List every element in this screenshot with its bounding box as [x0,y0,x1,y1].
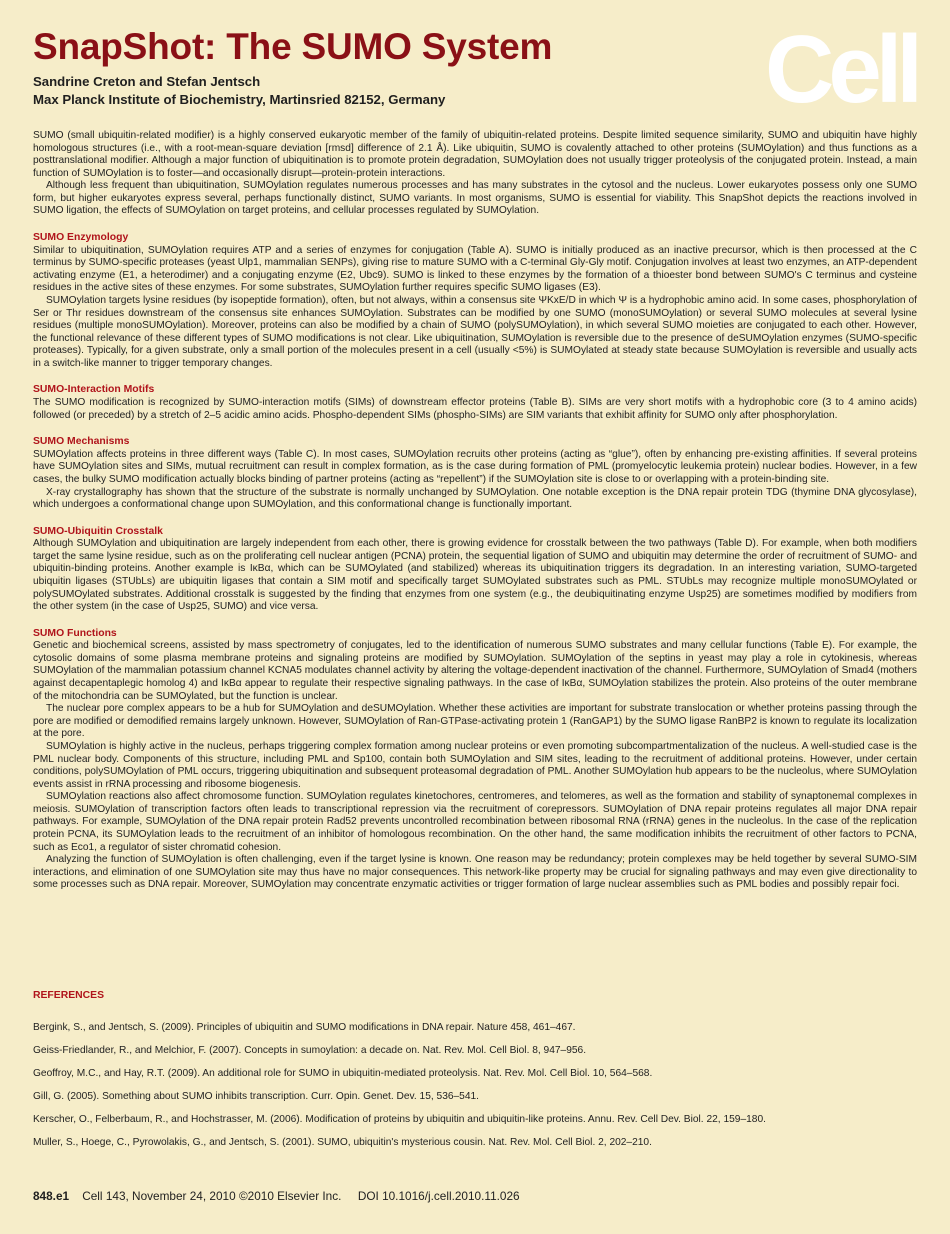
logo-text: Cell [765,16,918,114]
reference-item: Geoffroy, M.C., and Hay, R.T. (2009). An additional role for SUMO in ubiquitin-mediated proteolysis. Nat. Rev. Mol. Cell Biol. 10, 564–568. [33,1068,653,1080]
intro-paragraph: SUMO (small ubiquitin-related modifier) is a highly conserved eukaryotic member of the family of ubiquitin-related proteins. Despite limited sequence similarity, SUMO and ubiquitin have highly homologous structures (i.e., with a root-mean-square deviation [rmsd] difference of 2.1 Å). Like ubiquitin, SUMO is covalently attached to other proteins (SUMOylation) and thus functions as a posttranslational modifier. Although a major function of ubiquitination is to promote protein degradation, SUMOylation does not usually trigger proteolysis of the conjugated protein. Instead, a main function of SUMOylation is to foster—and occasionally disrupt—protein-protein interactions. [33,130,917,179]
affiliation: Max Planck Institute of Biochemistry, Martinsried 82152, Germany [33,92,446,107]
section-paragraph: X-ray crystallography has shown that the structure of the substrate is normally unchanged by SUMOylation. One notable exception is the DNA repair protein TDG (thymine DNA glycosylase), which undergoes a conformational change upon SUMOylation, and this conformational change is functionally important. [33,486,917,511]
article-body [33,130,917,892]
references-list [33,1022,917,1161]
reference-item: Muller, S., Hoege, C., Pyrowolakis, G., and Jentsch, S. (2001). SUMO, ubiquitin's mysterious cousin. Nat. Rev. Mol. Cell Biol. 2, 202–210. [33,1137,652,1149]
section-paragraph: SUMOylation is highly active in the nucleus, perhaps triggering complex formation among nuclear proteins or even promoting subcompartmentalization of the nucleus. A well-studied case is the PML nuclear body. Components of this structure, including PML and Sp100, contain both SUMOylation and SIM sites, leading to the recruitment of additional proteins. However, under certain conditions, polySUMOylation of PML occurs, triggering ubiquitination and subsequent proteasomal degradation of PML. Another SUMOylation hub appears to be the nucleolus, where SUMOylation events assist in rRNA processing and ribosome biogenesis. [33,740,917,790]
section-heading-interaction-motifs: SUMO-Interaction Motifs [33,384,155,396]
section-heading-mechanisms: SUMO Mechanisms [33,436,130,448]
section-paragraph: The SUMO modification is recognized by SUMO-interaction motifs (SIMs) of downstream effector proteins (Table B). SIMs are very short motifs with a hydrophobic core (3 to 4 amino acids) followed (or preceded) by a stretch of 2–5 acidic amino acids. Phospho-dependent SIMs (phospho-SIMs) are SIM variants that exhibit affinity for SUMO only after phosphorylation. [33,397,917,421]
intro-paragraph: Although less frequent than ubiquitination, SUMOylation regulates numerous processes and has many substrates in the cytosol and the nucleus. Lower eukaryotes possess only one SUMO form, but higher eukaryotes express several, perhaps functionally distinct, SUMO variants. In most organisms, SUMO is essential for viability. This SnapShot depicts the reactions involved in SUMO ligation, the effects of SUMOylation on target proteins, and cellular processes regulated by SUMOylation. [33,180,917,217]
reference-item: Bergink, S., and Jentsch, S. (2009). Principles of ubiquitin and SUMO modifications in DNA repair. Nature 458, 461–467. [33,1022,576,1033]
reference-item: Kerscher, O., Felberbaum, R., and Hochstrasser, M. (2006). Modification of proteins by ubiquitin and ubiquitin-like proteins. Annu. Rev. Cell Dev. Biol. 22, 159–180. [33,1114,766,1126]
section-heading-enzymology: SUMO Enzymology [33,232,129,244]
doi: DOI 10.1016/j.cell.2010.11.026 [357,1189,520,1203]
section-paragraph: The nuclear pore complex appears to be a hub for SUMOylation and deSUMOylation. Whether these activities are important for substrate translocation or whether proteins passing through the pore are modified or demodified remains largely unknown. However, SUMOylation of Ran-GTPase-activating protein 1 (RanGAP1) by the SUMO ligase RanBP2 is known to regulate its localization at the pore. [33,703,917,740]
reference-item: Gill, G. (2005). Something about SUMO inhibits transcription. Curr. Opin. Genet. Dev. 15, 536–541. [33,1091,480,1103]
page-footer [33,1189,520,1203]
journal-citation: Cell 143, November 24, 2010 ©2010 Elsevier Inc. [82,1189,342,1203]
authors: Sandrine Creton and Stefan Jentsch [33,74,261,89]
section-paragraph: Analyzing the function of SUMOylation is often challenging, even if the target lysine is known. One reason may be redundancy; protein complexes may be held together by several SUMO-SIM interactions, and elimination of one SUMOylation site may thus have no major consequences. This network-like property may be crucial for signaling pathways and may even give directionality to some processes such as DNA repair. Moreover, SUMOylation may concentrate enzymatic activities or trigger formation of large nuclear assemblies such as PML bodies and possibly repair foci. [33,854,917,891]
section-heading-crosstalk: SUMO-Ubiquitin Crosstalk [33,525,163,537]
section-paragraph: SUMOylation affects proteins in three different ways (Table C). In most cases, SUMOylation recruits other proteins (acting as “glue”), often by enhancing pre-existing affinities. If several proteins have SUMOylation sites and SIMs, mutual recruitment can result in complex formation, as is the case during formation of PML (promyelocytic leukemia protein) nuclear bodies. However, in a few cases, the bulky SUMO modification actually blocks binding of partner proteins (acting as “repellent”) if the SUMOylation site is close to or overlapping with a protein-binding site. [33,448,917,485]
section-paragraph: Genetic and biochemical screens, assisted by mass spectrometry of conjugates, led to the identification of numerous SUMO substrates and many cellular functions (Table E). For example, the cytosolic domains of some plasma membrane proteins and signaling proteins are modified by SUMOylation. SUMOylation of the septins in yeast may play a role in cytokinesis, whereas SUMOylation of the mammalian potassium channel KCNA5 modulates channel activity by altering the voltage-dependent inactivation of the channel. Furthermore, SUMOylation of Smad4 (mothers against decapentaplegic homolog 4) and IκBα appear to regulate their respective signaling pathways. In the case of IκBα, SUMOylation stabilizes the protein. Also proteins of the outer membrane of the mitochondria can be SUMOylated, but the function is unclear. [33,640,917,702]
section-heading-functions: SUMO Functions [33,627,117,639]
page-title: SnapShot: The SUMO System [33,26,553,67]
section-paragraph: SUMOylation targets lysine residues (by isopeptide formation), often, but not always, within a consensus site ΨKxE/D in which Ψ is a hydrophobic amino acid. In some cases, phosphorylation of Ser or Thr residues downstream of the consensus site enhances SUMOylation. Substrates can be modified by one SUMO (monoSUMOylation) or several SUMO molecules at several lysine residues (multiple monoSUMOylation). Moreover, proteins can also be modified by a chain of SUMO (polySUMOylation), in which several SUMO moieties are conjugated to each other. However, the functional relevance of these different types of SUMO modifications is not clear. Like ubiquitination, SUMOylation is reversible due to the presence of deSUMOylation enzymes (SUMO-specific proteases). Typically, for a given substrate, only a small portion of the molecules present in a cell (usually <5%) is SUMOylated at steady state because SUMOylation is reversible and usually acts in a switch-like manner to trigger temporary changes. [33,294,917,369]
cell-journal-logo [765,14,925,114]
section-paragraph: SUMOylation reactions also affect chromosome function. SUMOylation regulates kinetochores, centromeres, and telomeres, as well as the formation and stability of synaptonemal complexes in meiosis. SUMOylation of transcription factors often leads to transcriptional repression via the recruitment of corepressors. SUMOylation of DNA repair proteins regulates all major DNA repair pathways. For example, SUMOylation of the DNA repair protein Rad52 prevents uncontrolled recombination between ribosomal RNA (rRNA) genes in the nucleolus. In the case of the replication protein PCNA, its SUMOylation leads to the recruitment of an inhibitor of homologous recombination. On the other hand, the same modification inhibits the recruitment of other factors to PCNA, such as Eco1, a regulator of sister chromatid cohesion. [33,791,917,853]
author-block [33,73,445,109]
reference-item: Geiss-Friedlander, R., and Melchior, F. (2007). Concepts in sumoylation: a decade on. Nat. Rev. Mol. Cell Biol. 8, 947–956. [33,1045,587,1057]
section-paragraph: Although SUMOylation and ubiquitination are largely independent from each other, there is growing evidence for crosstalk between the two pathways (Table D). For example, when both modifiers target the same lysine residue, such as on the proliferating cell nuclear antigen (PCNA) protein, the sequential ligation of SUMO and ubiquitin may determine the order of recruitment of SUMO- and ubiquitin-binding proteins. Another example is IκBα, which can be SUMOylated (and stabilized) whereas its ubiquitination triggers its degradation. In an interesting variation, SUMO-targeted ubiquitin ligases (STUbLs) are ubiquitin ligases that contain a SIM motif and specifically target SUMOylated substrates such as PML. STUbLs may recognize multiple monoSUMOylated or polySUMOylated substrates. Additional crosstalk is suggested by the finding that enzymes from one system (e.g., the deubiquitinating enzyme Usp25) are sometimes modified by modifiers from the other system (in the case of Usp25, SUMO) and vice versa. [33,538,917,613]
section-paragraph: Similar to ubiquitination, SUMOylation requires ATP and a series of enzymes for conjugation (Table A). SUMO is initially produced as an inactive precursor, which is then processed at the C terminus by SUMO-specific proteases (yeast Ulp1, mammalian SENPs), giving rise to mature SUMO with a C-terminal Gly-Gly motif. Conjugation involves at least two enzymes, an ATP-dependent activating enzyme (E1, a heterodimer) and a conjugating enzyme (E2, Ubc9). SUMO is linked to these enzymes by the formation of a thioester bond between SUMO's C terminus and cysteine residues in the active sites of these enzymes. For some substrates, SUMOylation further requires specific SUMO ligases (E3). [33,244,917,294]
references-heading: REFERENCES [33,990,105,1001]
page-number: 848.e1 [33,1189,70,1203]
